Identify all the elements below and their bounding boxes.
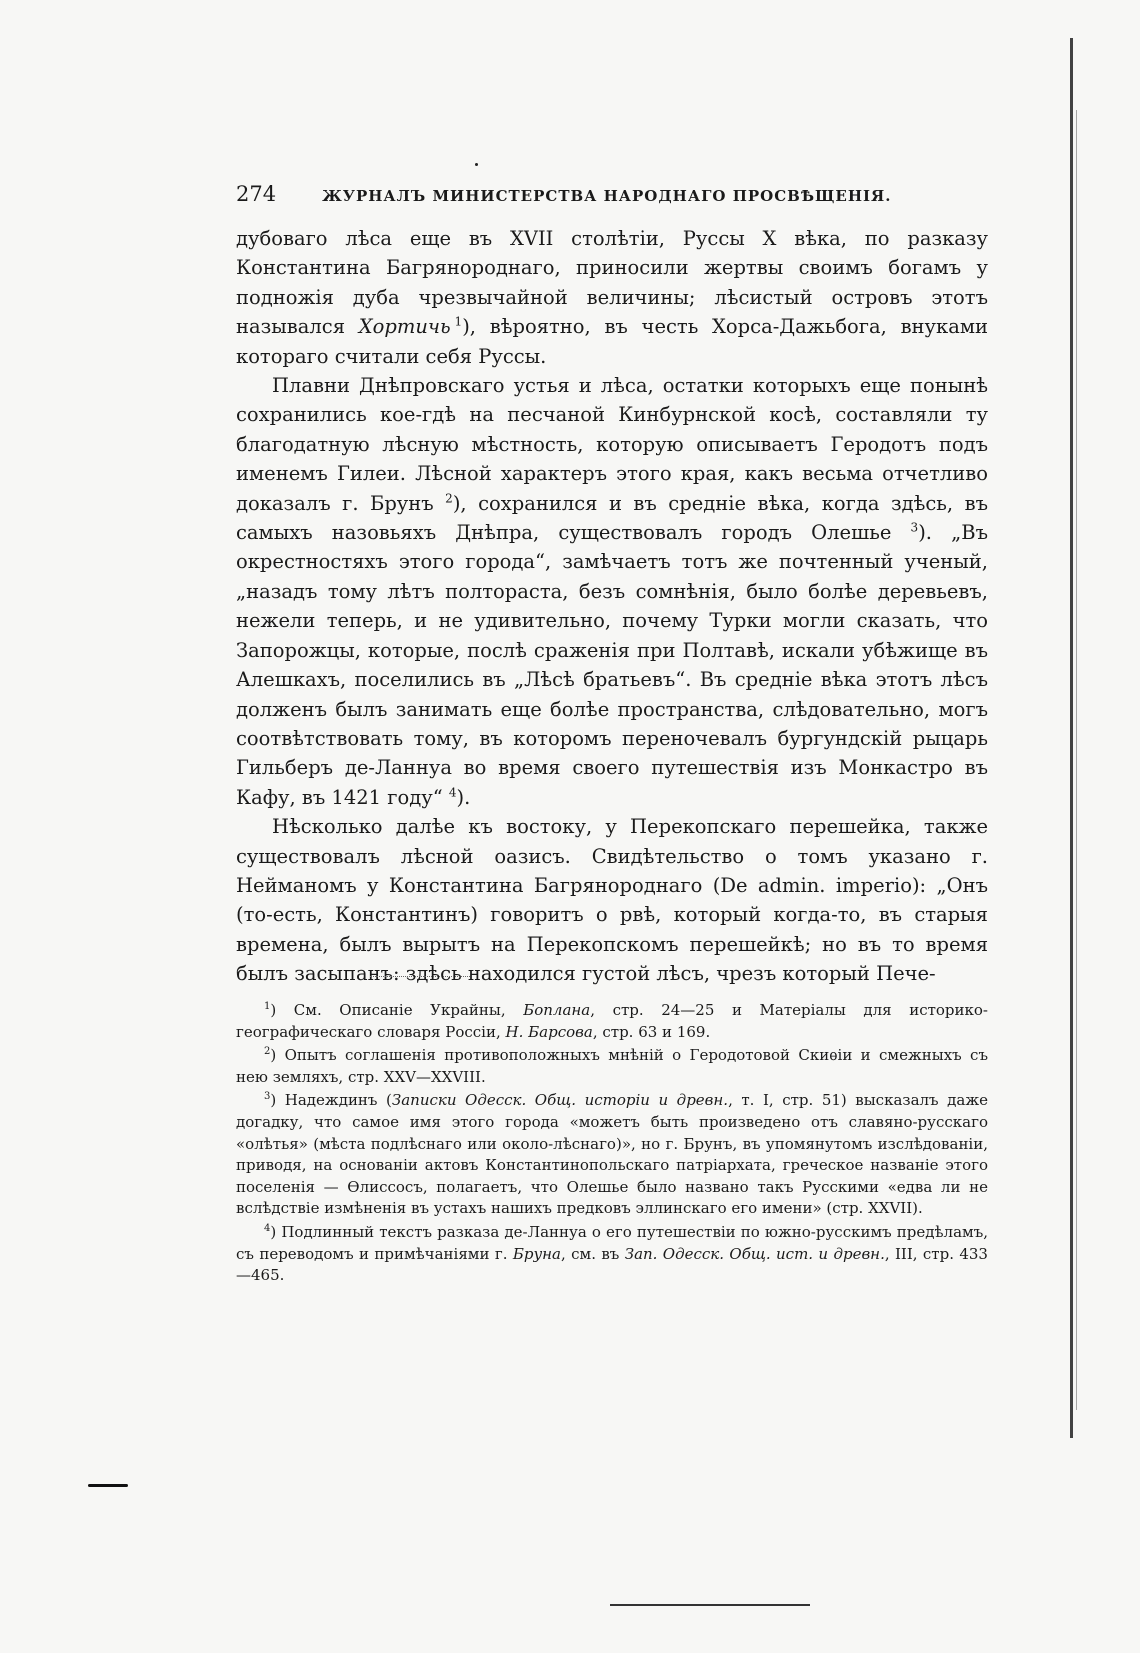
scan-bottom-line: [610, 1604, 810, 1606]
paragraph-1: дубоваго лѣса еще въ XVII столѣтіи, Руссы X вѣка, по разказу Константина Багрянороднаго, приносили жертвы своимъ богамъ у подножія дуба чрезвычайной величины; лѣсистый островъ этотъ назывался Хортичь $^1$), вѣроятно, въ честь Хорса-Дажьбога, внуками котораго считали себя Руссы.: [236, 227, 988, 368]
page-number: 274: [236, 182, 277, 206]
footnote-2: $^2$) Опытъ соглашенія противоположныхъ мнѣній о Геродотовой Скиѳіи и смежныхъ съ нею земляхъ, стр. XXV—XXVIII.: [236, 1046, 988, 1086]
page-edge-line-thin: [1076, 110, 1077, 1410]
footnotes: [236, 1000, 988, 1289]
body-text: [236, 224, 988, 989]
footnote-ref: 2: [445, 491, 453, 506]
running-head: ЖУРНАЛЪ МИНИСТЕРСТВА НАРОДНАГО ПРОСВѢЩЕНІЯ.: [322, 187, 892, 205]
footnote-1: $^1$) См. Описаніе Украйны, Боплана, стр. 24—25 и Матеріалы для историко-географическаго словаря Россіи, Н. Барсова, стр. 63 и 169.: [236, 1001, 988, 1041]
footnote-4: $^4$) Подлинный текстъ разказа де-Ланнуа о его путешествіи по южно-русскимъ предѣламъ, съ переводомъ и примѣчаніями г. Бруна, см. въ Зап. Одесск. Общ. ист. и древн., III, стр. 433—465.: [236, 1222, 988, 1285]
footnote-ref: 1: [454, 314, 463, 329]
paragraph-2: Плавни Днѣпровскаго устья и лѣса, остатки которыхъ еще понынѣ сохранились кое-гдѣ на песчаной Кинбурнской косѣ, составляли ту благодатную лѣсную мѣстность, которую описываетъ Геродотъ подъ именемъ Гилеи. Лѣсной характеръ этого края, какъ весьма отчетливо доказалъ г. Брунъ $^2$), сохранился и въ средніе вѣка, когда здѣсь, въ самыхъ назовьяхъ Днѣпра, существовалъ городъ Олешье $^3$). „Въ окрестностяхъ этого города“, замѣчаетъ тотъ же почтенный ученый, „назадъ тому лѣтъ полтораста, безъ сомнѣнія, было болѣе деревьевъ, нежели теперь, и не удивительно, почему Турки могли сказать, что Запорожцы, которые, послѣ сраженія при Полтавѣ, искали убѣжище въ Алешкахъ, поселились въ „Лѣсѣ братьевъ“. Въ средніе вѣка этотъ лѣсъ долженъ былъ занимать еще болѣе пространства, слѣдовательно, могъ соотвѣтствовать тому, въ которомъ переночевалъ бургундскій рыцарь Гильберъ де-Ланнуа во время своего путешествія изъ Монкастро въ Кафу, въ 1421 году“ $^4$).: [236, 374, 988, 809]
page-edge-line: [1070, 38, 1073, 1438]
scan-mark: [88, 1484, 128, 1487]
footnote-ref: 3: [910, 520, 919, 535]
paragraph-3: Нѣсколько далѣе къ востоку, у Перекопскаго перешейка, также существовалъ лѣсной оазисъ. Свидѣтельство о томъ указано г. Нейманомъ у Константина Багрянороднаго (De admin. imperio): „Онъ (то-есть, Константинъ) говоритъ о рвѣ, который когда-то, въ старыя времена, былъ вырытъ на Перекопскомъ перешейкѣ; но въ то время былъ засыпанъ: здѣсь находился густой лѣсъ, чрезъ который Пече-: [236, 815, 988, 986]
footnote-separator: [370, 976, 470, 977]
page-header: [236, 182, 996, 206]
footnote-3: $^3$) Надеждинъ (Записки Одесск. Общ. исторіи и древн., т. I, стр. 51) высказалъ даже догадку, что самое имя этого города «можетъ быть произведено отъ славяно-русскаго «олѣтья» (мѣста подлѣснаго или около-лѣснаго)», но г. Брунъ, въ упомянутомъ изслѣдованіи, приводя, на основаніи актовъ Константинопольскаго патріархата, греческое названіе этого поселенія — Ѳлиссосъ, полагаетъ, что Олешье было названо такъ Русскими «едва ли не вслѣдствіе измѣненія въ устахъ нашихъ предковъ эллинскаго его имени» (стр. XXVII).: [236, 1091, 988, 1218]
scan-speck: [475, 163, 478, 166]
footnote-ref: 4: [448, 785, 457, 800]
